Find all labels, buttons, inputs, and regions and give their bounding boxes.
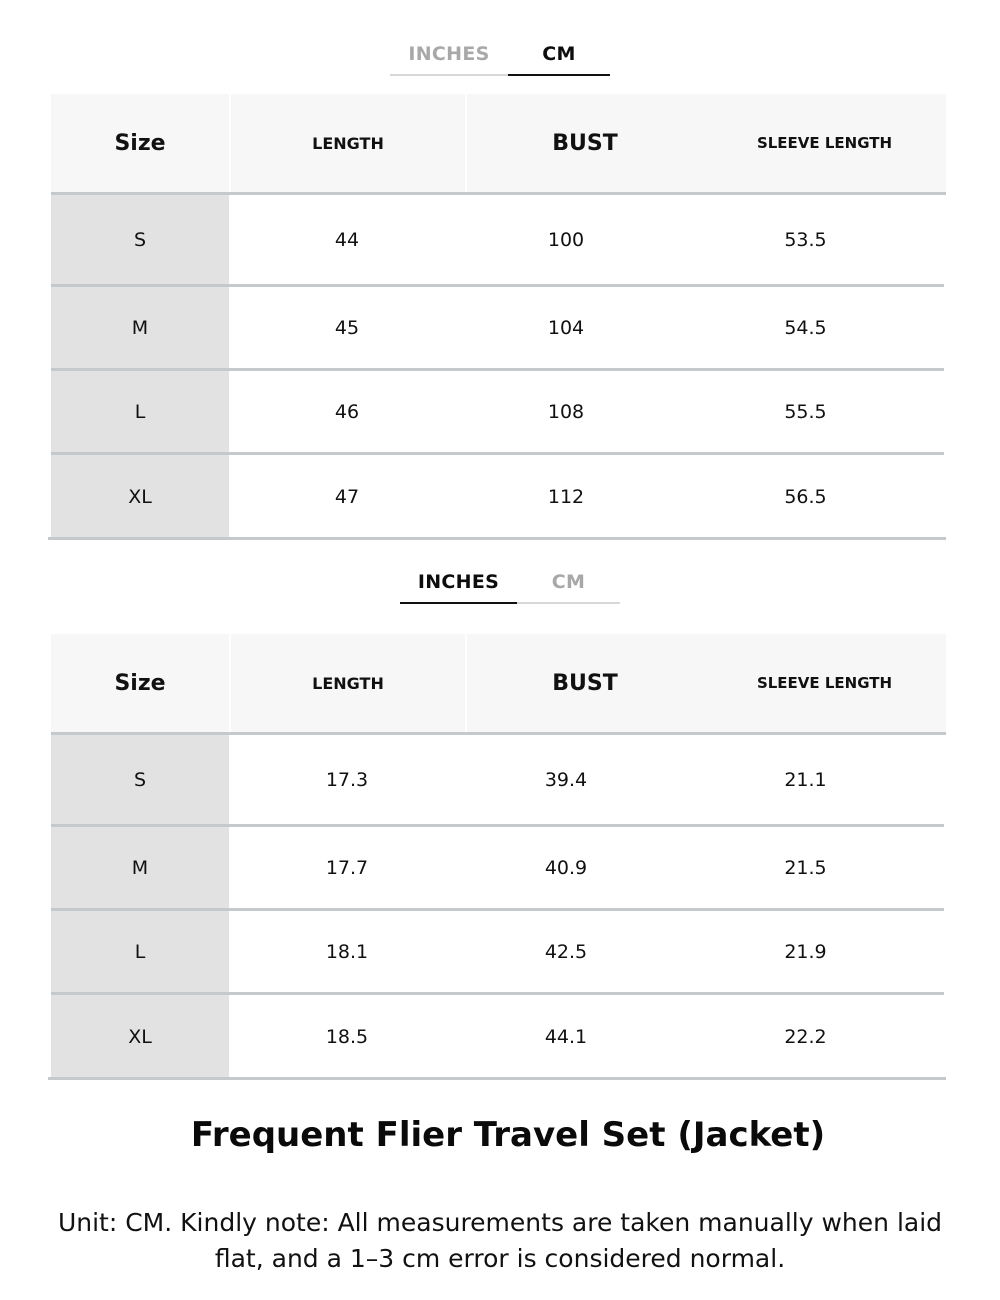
tab-cm[interactable]: CM [517,562,620,604]
cell-bust: 108 [547,400,585,423]
header-sleeve-length: SLEEVE LENGTH [703,634,946,732]
tab-inches[interactable]: INCHES [400,562,517,604]
note-line-1: Unit: CM. Kindly note: All measurements are taken manually when laid [57,1208,943,1237]
cell-size: XL [51,995,229,1079]
cell-sleeve: 21.9 [784,940,827,963]
table-row [51,195,944,287]
cell-bust: 42.5 [544,940,588,963]
cell-size: L [51,911,229,992]
header-length: LENGTH [231,94,465,192]
unit-tabs-cm-table [390,34,610,76]
cell-length: 18.5 [325,1026,369,1048]
cell-length: 45 [334,316,360,339]
table-row [51,995,944,1079]
cell-length: 44 [334,228,360,251]
cell-sleeve: 53.5 [784,228,827,251]
table-row [51,287,944,371]
header-size: Size [51,634,229,732]
cell-length: 17.3 [325,768,369,791]
cell-size: M [51,827,229,908]
header-sleeve-length: SLEEVE LENGTH [703,94,946,192]
product-title: Frequent Flier Travel Set (Jacket) [190,1115,826,1155]
header-bust: BUST [467,634,703,732]
unit-tabs-inches-table [400,562,620,604]
cell-bust: 44.1 [544,1026,588,1048]
header-size: Size [51,94,229,192]
cell-sleeve: 55.5 [784,400,827,423]
cell-bust: 40.9 [544,856,588,879]
cell-size: M [51,287,229,368]
cell-bust: 104 [547,316,585,339]
cell-length: 47 [334,486,360,508]
tab-cm[interactable]: CM [508,34,610,76]
cell-size: L [51,371,229,452]
cell-size: S [51,195,229,284]
table-row [51,371,944,455]
table-row [51,735,944,827]
cell-sleeve: 56.5 [784,486,827,508]
cell-length: 46 [334,400,360,423]
size-chart-table-inches [51,634,946,1079]
header-length: LENGTH [231,634,465,732]
cell-size: XL [51,455,229,539]
header-bust: BUST [467,94,703,192]
cell-length: 18.1 [325,940,369,963]
size-chart-table-cm [51,94,946,539]
tab-inches[interactable]: INCHES [390,34,508,76]
table-header [51,634,946,735]
table-row [51,455,944,539]
cell-bust: 100 [547,228,585,251]
cell-sleeve: 21.5 [784,856,827,879]
table-row [51,827,944,911]
note-line-2: flat, and a 1–3 cm error is considered normal. [214,1244,786,1273]
table-bottom-divider [48,537,946,540]
cell-sleeve: 21.1 [784,768,827,791]
cell-sleeve: 22.2 [784,1026,827,1048]
cell-sleeve: 54.5 [784,316,827,339]
measurement-note [40,1205,960,1277]
cell-size: S [51,735,229,824]
table-bottom-divider [48,1077,946,1080]
cell-bust: 112 [547,486,585,508]
cell-bust: 39.4 [544,768,588,791]
table-header [51,94,946,195]
table-row [51,911,944,995]
cell-length: 17.7 [325,856,369,879]
